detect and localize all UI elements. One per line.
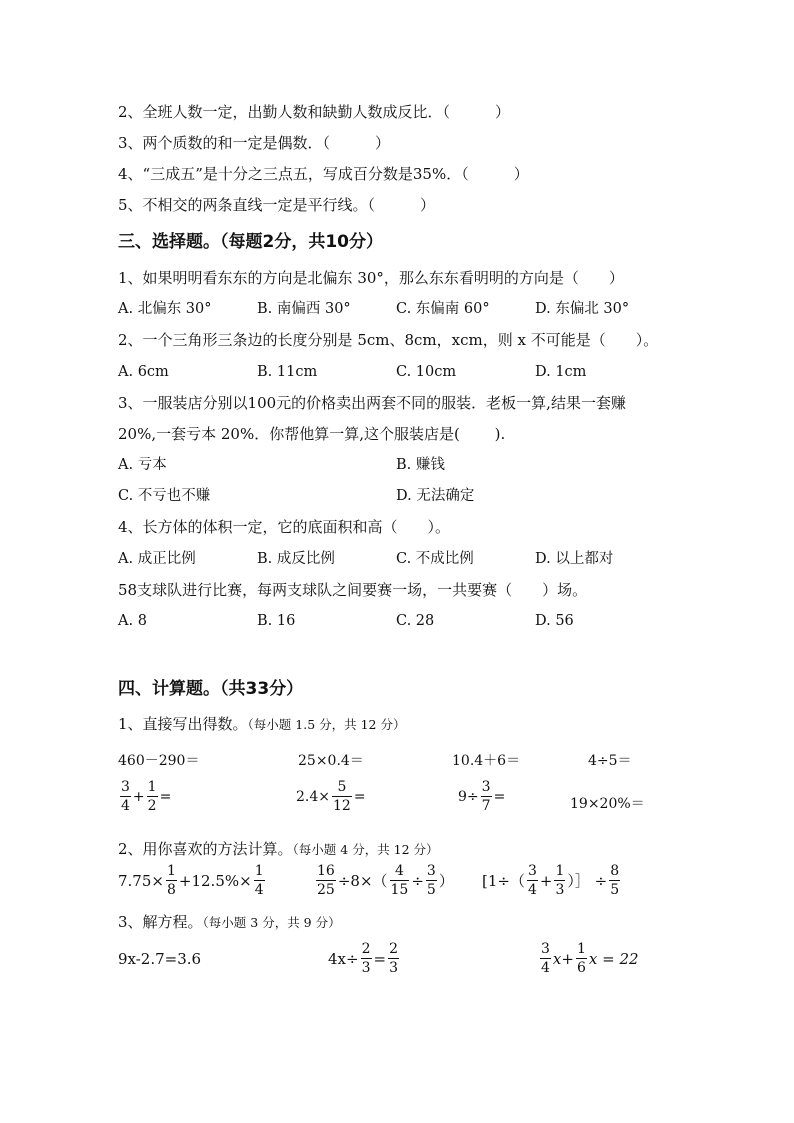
choice-q5: 58支球队进行比赛，每两支球队之间要赛一场，一共要赛（ ）场。 (118, 581, 588, 599)
choice-q5-option-d: D. 56 (535, 613, 574, 629)
choice-q1-option-b: B. 南偏西 30° (257, 301, 351, 317)
calc-part-1-note: （每小题 1.5 分，共 12 分） (247, 717, 406, 732)
calc-item-5: $\frac{3}{4}$ + $\frac{1}{2}$ = (121, 779, 172, 814)
calc-item-6: 2.4 × $\frac{5}{12}$ = (296, 779, 366, 814)
choice-q3-option-b: B. 赚钱 (396, 457, 445, 473)
judge-item-5: 5、不相交的两条直线一定是平行线。（ ） (118, 196, 436, 214)
fraction: $\frac{3}{4}$ (527, 863, 537, 898)
choice-q4-option-c: C. 不成比例 (396, 551, 474, 567)
fraction: $\frac{1}{6}$ (576, 941, 586, 976)
choice-q1: 1、如果明明看东东的方向是北偏东 30°，那么东东看明明的方向是（ ） (118, 269, 624, 287)
fraction: $\frac{3}{7}$ (481, 779, 491, 814)
choice-q4-option-b: B. 成反比例 (257, 551, 335, 567)
section-3-title: 三、选择题。（每题2分，共10分） (118, 232, 383, 252)
fraction: $\frac{4}{15}$ (390, 863, 409, 898)
choice-q4: 4、长方体的体积一定，它的底面积和高（ ）。 (118, 518, 451, 536)
choice-q5-option-a: A. 8 (118, 613, 147, 629)
choice-q4-option-a: A. 成正比例 (118, 551, 196, 567)
choice-q2: 2、一个三角形三条边的长度分别是 5cm、8cm，xcm，则 x 不可能是（ ）。 (118, 331, 659, 349)
judge-item-3: 3、两个质数的和一定是偶数．（ ） (118, 134, 391, 152)
calc-expr-3: [1÷（ $\frac{3}{4}$ + $\frac{1}{3}$ ）］ ÷ $\frac{8}{5}$ (482, 863, 620, 898)
equation-2: 4x÷ $\frac{2}{3}$ = $\frac{2}{3}$ (328, 941, 398, 976)
fraction: $\frac{5}{12}$ (333, 779, 351, 814)
choice-q1-option-d: D. 东偏北 30° (535, 301, 630, 317)
calc-item-8: 19×20%＝ (570, 796, 645, 812)
fraction: $\frac{1}{3}$ (555, 863, 565, 898)
fraction: $\frac{1}{2}$ (147, 779, 157, 814)
calc-part-1-label: 1、直接写出得数。 (118, 715, 248, 733)
calc-part-2-label: 2、用你喜欢的方法计算。 (118, 840, 293, 858)
fraction: $\frac{16}{25}$ (317, 863, 335, 898)
fraction: $\frac{3}{4}$ (541, 941, 550, 976)
choice-q4-option-d: D. 以上都对 (535, 551, 614, 567)
calc-part-2-note: （每小题 4 分，共 12 分） (292, 842, 439, 857)
equation-3: $\frac{3}{4}$ x + $\frac{1}{6}$ x = 22 (541, 941, 639, 976)
choice-q3-option-a: A. 亏本 (118, 457, 167, 473)
calc-item-1: 460－290＝ (118, 753, 200, 769)
calc-part-3-note: （每小题 3 分，共 9 分） (202, 915, 341, 930)
choice-q3-option-d: D. 无法确定 (396, 488, 475, 504)
calc-part-3-label: 3、解方程。 (118, 913, 203, 931)
fraction: $\frac{2}{3}$ (361, 941, 371, 976)
judge-item-4: 4、“三成五”是十分之三点五，写成百分数是35%．（ ） (118, 165, 529, 183)
section-4-title: 四、计算题。（共33分） (118, 679, 304, 699)
fraction: $\frac{1}{4}$ (254, 863, 264, 898)
choice-q5-option-b: B. 16 (257, 613, 296, 629)
judge-item-2: 2、全班人数一定，出勤人数和缺勤人数成反比．（ ） (118, 103, 511, 121)
choice-q2-option-a: A. 6cm (118, 364, 169, 380)
choice-q3-line1: 3、一服装店分别以100元的价格卖出两套不同的服装．老板一算,结果一套赚 (118, 394, 626, 412)
fraction: $\frac{3}{5}$ (426, 863, 436, 898)
calc-part-2-heading (118, 839, 439, 860)
fraction: $\frac{3}{4}$ (121, 779, 130, 814)
calc-part-1-heading (118, 714, 405, 735)
fraction: $\frac{2}{3}$ (389, 941, 398, 976)
fraction: $\frac{1}{8}$ (166, 863, 176, 898)
choice-q5-option-c: C. 28 (396, 613, 435, 629)
calc-item-7: 9÷ $\frac{3}{7}$ = (458, 779, 506, 814)
choice-q1-option-a: A. 北偏东 30° (118, 301, 212, 317)
choice-q2-option-d: D. 1cm (535, 364, 587, 380)
choice-q1-option-c: C. 东偏南 60° (396, 301, 490, 317)
equation-1: 9x-2.7=3.6 (118, 950, 202, 968)
calc-item-4: 4÷5＝ (588, 753, 632, 769)
choice-q2-option-b: B. 11cm (257, 364, 318, 380)
calc-item-3: 10.4＋6＝ (452, 753, 521, 769)
choice-q3-line2: 20%,一套亏本 20%．你帮他算一算,这个服装店是( ). (118, 425, 506, 443)
choice-q3-option-c: C. 不亏也不赚 (118, 488, 211, 504)
calc-item-2: 25×0.4＝ (298, 753, 364, 769)
calc-expr-1: 7.75× $\frac{1}{8}$ +12.5%× $\frac{1}{4}$ (118, 863, 264, 898)
calc-part-3-heading (118, 912, 341, 933)
calc-expr-2: $\frac{16}{25}$ ÷8×（ $\frac{4}{15}$ ÷ $\frac{3}{5}$ ） (317, 863, 454, 898)
fraction: $\frac{8}{5}$ (610, 863, 620, 898)
choice-q2-option-c: C. 10cm (396, 364, 457, 380)
